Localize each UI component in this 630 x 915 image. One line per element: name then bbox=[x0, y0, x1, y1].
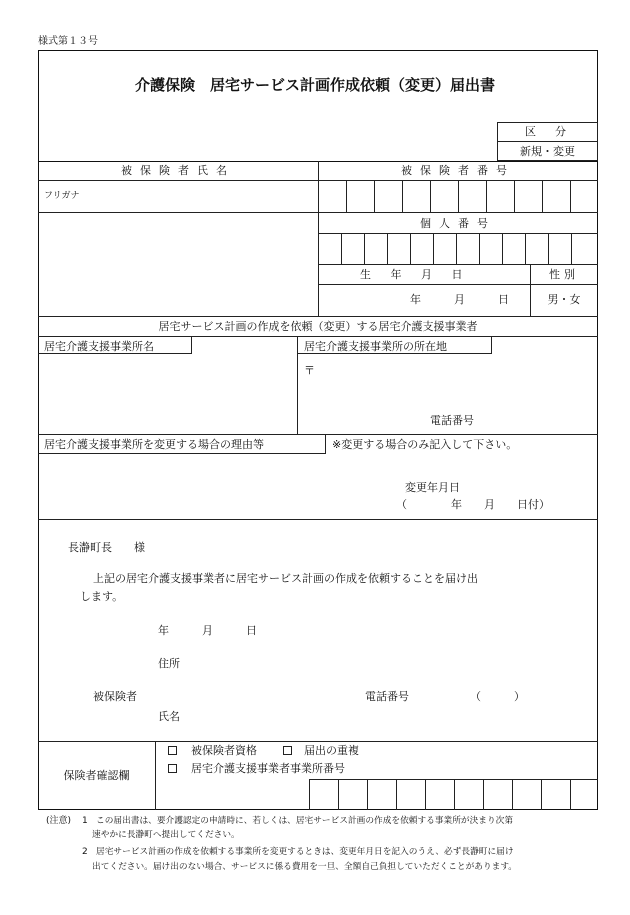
office-name-label: 居宅介護支援事業所名 bbox=[44, 340, 154, 353]
address-input[interactable] bbox=[190, 652, 490, 674]
address-label: 住所 bbox=[158, 657, 180, 670]
page-title: 介護保険 居宅サービス計画作成依頼（変更）届出書 bbox=[134, 76, 495, 94]
category-value[interactable]: 新規・変更 bbox=[520, 145, 575, 158]
insured-number-input[interactable] bbox=[320, 182, 596, 210]
declaration-line2: します。 bbox=[80, 590, 124, 603]
check-insured-eligibility-label: 被保険者資格 bbox=[191, 744, 257, 757]
change-note: ※変更する場合のみ記入して下さい。 bbox=[332, 438, 518, 451]
note2-number: 2 bbox=[82, 847, 88, 857]
change-reason-label: 居宅介護支援事業所を変更する場合の理由等 bbox=[44, 438, 264, 451]
office-address-label: 居宅介護支援事業所の所在地 bbox=[304, 340, 447, 353]
note2-line1: 居宅サービス計画の作成を依頼する事業所を変更するときは、変更年月日を記入のうえ、必ず長瀞町に届け bbox=[96, 847, 514, 857]
personal-number-input[interactable] bbox=[320, 235, 596, 262]
note1-line1: この届出書は、要介護認定の申請時に、若しくは、居宅サービス計画の作成を依頼する事業所が決まり次第 bbox=[96, 816, 513, 826]
birth-date-header: 生 年 月 日 bbox=[360, 268, 471, 281]
insured-label: 被保険者 bbox=[93, 690, 137, 703]
check-office-number[interactable] bbox=[168, 764, 177, 773]
insured-name-header: 被保険者氏名 bbox=[121, 164, 235, 177]
check-office-number-label: 居宅介護支援事業者事業所番号 bbox=[191, 762, 345, 775]
insurer-check-label: 保険者確認欄 bbox=[63, 769, 130, 782]
category-label: 区 分 bbox=[525, 125, 570, 138]
sex-value[interactable]: 男・女 bbox=[547, 293, 581, 306]
insured-name-input[interactable] bbox=[40, 214, 316, 314]
personal-number-header: 個人番号 bbox=[420, 217, 496, 230]
furigana-label: フリガナ bbox=[44, 191, 80, 201]
office-number-input[interactable] bbox=[311, 781, 596, 808]
notes-prefix: (注意) bbox=[46, 816, 72, 826]
furigana-input[interactable] bbox=[100, 182, 314, 210]
birth-date-value[interactable]: 年 月 日 bbox=[410, 293, 509, 306]
office-phone-label: 電話番号 bbox=[430, 414, 474, 427]
provider-section-title: 居宅サービス計画の作成を依頼（変更）する居宅介護支援事業者 bbox=[158, 320, 478, 333]
change-date-value[interactable]: （ 年 月 日付） bbox=[396, 498, 550, 511]
name-input[interactable] bbox=[190, 706, 350, 728]
declaration-phone-label: 電話番号 bbox=[365, 690, 409, 703]
declaration-date[interactable]: 年 月 日 bbox=[158, 624, 257, 637]
note2-line2: 出てください。届け出のない場合、サービスに係る費用を一旦、全額自己負担していただくことがあります。 bbox=[92, 862, 517, 872]
insured-number-header: 被保険者番号 bbox=[401, 164, 515, 177]
check-duplicate-notice-label: 届出の重複 bbox=[304, 744, 359, 757]
sex-header: 性別 bbox=[549, 268, 579, 281]
addressee: 長瀞町長 様 bbox=[68, 541, 145, 554]
declaration-line1: 上記の居宅介護支援事業者に居宅サービス計画の作成を依頼することを届け出 bbox=[93, 572, 478, 585]
change-date-label: 変更年月日 bbox=[405, 481, 460, 494]
office-name-input[interactable] bbox=[42, 358, 292, 430]
office-address-input[interactable] bbox=[320, 360, 592, 408]
check-duplicate-notice[interactable] bbox=[283, 746, 292, 755]
declaration-phone-parens[interactable]: （ ） bbox=[470, 690, 525, 703]
note1-number: 1 bbox=[82, 816, 88, 826]
note1-line2: 速やかに長瀞町へ提出してください。 bbox=[92, 830, 240, 840]
check-insured-eligibility[interactable] bbox=[168, 746, 177, 755]
postal-mark: 〒 bbox=[304, 364, 315, 377]
name-label: 氏名 bbox=[158, 710, 180, 723]
change-reason-input[interactable] bbox=[42, 458, 382, 514]
form-number: 様式第１３号 bbox=[38, 36, 98, 47]
